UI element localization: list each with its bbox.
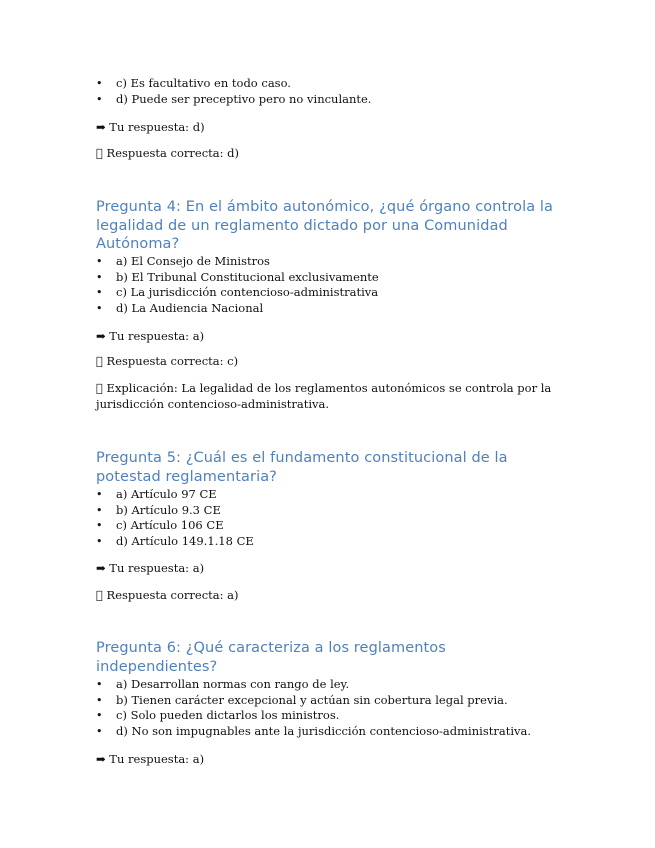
bullet-icon: • — [96, 678, 103, 691]
bullet-icon: • — [96, 535, 103, 549]
list-item — [96, 677, 566, 693]
bullet-icon: • — [96, 709, 103, 723]
list-item — [96, 76, 566, 92]
q4-your-answer: ➡ Tu respuesta: a) — [96, 329, 205, 343]
bullet-icon: • — [96, 286, 103, 300]
option-text: b) Tienen carácter excepcional y actúan sin cobertura legal previa. — [116, 692, 508, 707]
q5-correct-answer: Respuesta correcta: a) — [96, 588, 228, 602]
q5-options — [96, 487, 566, 550]
option-text: c) Es facultativo en todo caso. — [116, 76, 291, 90]
list-item — [96, 534, 566, 550]
q3-correct-answer: Respuesta correcta: d) — [96, 146, 229, 160]
option-text: b) El Tribunal Constitucional exclusivamente — [116, 269, 379, 284]
list-item — [96, 487, 566, 503]
bullet-icon: • — [96, 693, 103, 707]
q4-options — [96, 254, 566, 317]
list-item — [96, 503, 566, 519]
list-item — [96, 270, 566, 286]
bullet-icon: • — [96, 270, 103, 284]
option-text: c) Solo pueden dictarlos los ministros. — [116, 708, 340, 723]
bullet-icon: • — [96, 255, 103, 268]
bullet-icon: • — [96, 725, 103, 739]
option-text: a) Artículo 97 CE — [116, 487, 217, 501]
option-text: d) Artículo 149.1.18 CE — [116, 534, 254, 549]
bullet-icon: • — [96, 488, 103, 501]
q4-correct-answer: Respuesta correcta: c) — [96, 354, 228, 368]
bullet-icon: • — [96, 302, 103, 316]
list-item — [96, 518, 566, 534]
option-text: a) El Consejo de Ministros — [116, 254, 270, 268]
q5-title: Pregunta 5: ¿Cuál es el fundamento constitucional de la potestad reglamentaria? — [96, 450, 508, 485]
q6-your-answer: ➡ Tu respuesta: a) — [96, 752, 205, 766]
bullet-icon: • — [96, 92, 103, 106]
list-item — [96, 254, 566, 270]
q3-options — [96, 76, 566, 107]
q5-your-answer: ➡ Tu respuesta: a) — [96, 561, 205, 575]
list-item — [96, 285, 566, 301]
q6-title: Pregunta 6: ¿Qué caracteriza a los reglamentos independientes? — [96, 640, 446, 675]
list-item — [96, 708, 566, 724]
option-text: c) La jurisdicción contencioso-administrativa — [116, 285, 379, 300]
list-item — [96, 724, 566, 740]
list-item — [96, 693, 566, 709]
q4-explanation: Explicación: La legalidad de los reglamentos autonómicos se controla por la jurisdicción contencioso-administrativa. — [96, 381, 541, 411]
bullet-icon: • — [96, 77, 103, 90]
q6-options — [96, 677, 566, 740]
option-text: d) La Audiencia Nacional — [116, 301, 264, 316]
q3-your-answer: ➡ Tu respuesta: d) — [96, 120, 205, 134]
list-item — [96, 301, 566, 317]
bullet-icon: • — [96, 503, 103, 517]
option-text: d) No son impugnables ante la jurisdicción contencioso-administrativa. — [116, 724, 532, 739]
option-text: c) Artículo 106 CE — [116, 518, 224, 533]
q4-title: Pregunta 4: En el ámbito autonómico, ¿qué órgano controla la legalidad de un reglamento dictado por una Comunidad Autónoma? — [96, 199, 554, 252]
bullet-icon: • — [96, 519, 103, 533]
list-item — [96, 92, 566, 108]
option-text: d) Puede ser preceptivo pero no vinculante. — [116, 91, 372, 106]
option-text: a) Desarrollan normas con rango de ley. — [116, 677, 350, 691]
option-text: b) Artículo 9.3 CE — [116, 502, 221, 517]
